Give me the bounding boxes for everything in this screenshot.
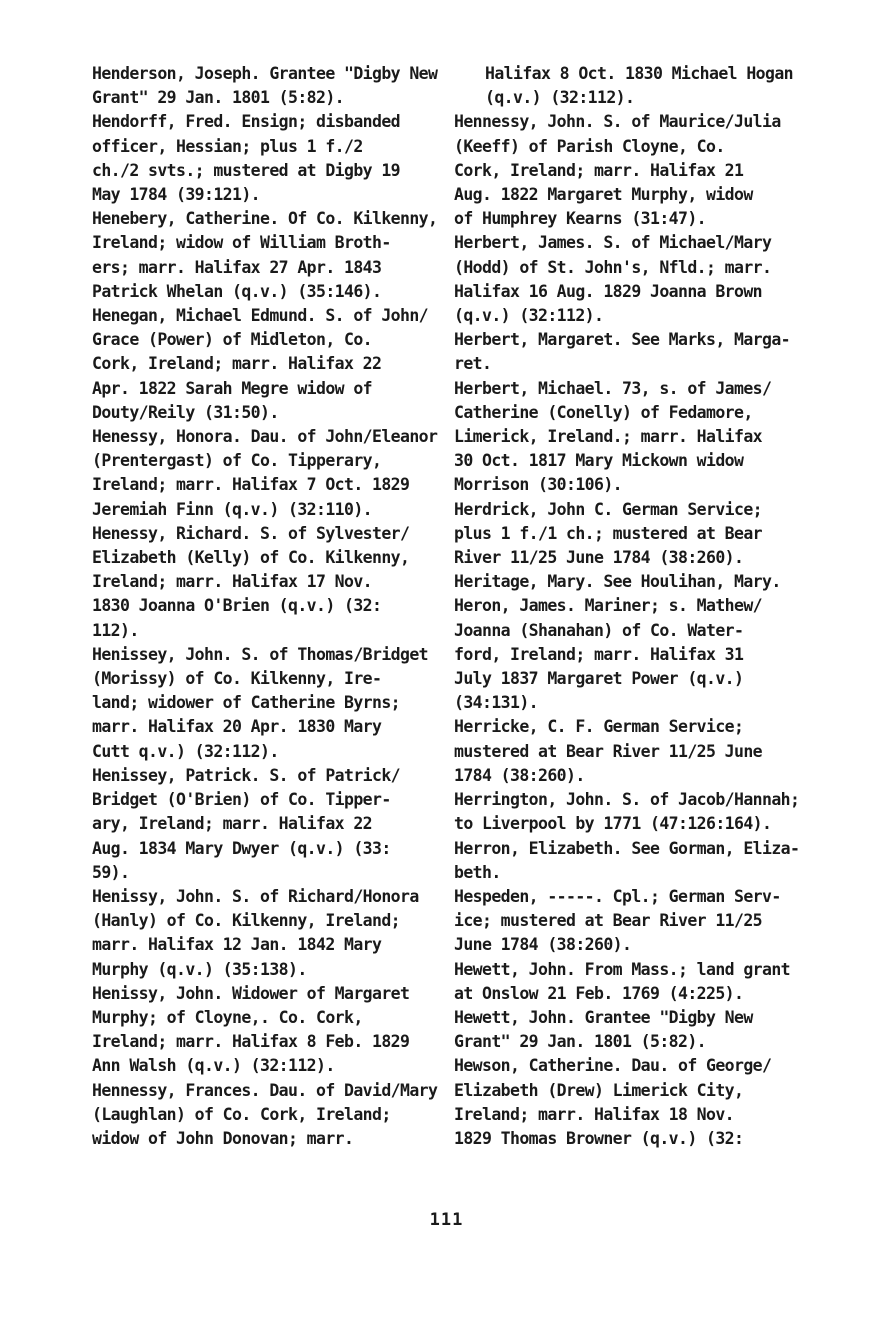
entry-line: (Prentergast) of Co. Tipperary, — [92, 451, 382, 471]
entry-line: Halifax 16 Aug. 1829 Joanna Brown — [454, 281, 763, 301]
entry-line: Hennessy, John. S. of Maurice/Julia — [454, 112, 781, 132]
right-column — [454, 62, 834, 1151]
entry-line: Jeremiah Finn (q.v.) (32:110). — [92, 499, 373, 519]
entry-line: (Laughlan) of Co. Cork, Ireland; — [92, 1104, 391, 1124]
entry-line: Elizabeth (Kelly) of Co. Kilkenny, — [92, 548, 410, 568]
entry-line: Murphy; of Cloyne,. Co. Cork, — [92, 1007, 363, 1027]
entry — [454, 1006, 834, 1054]
entry-line: Herrington, John. S. of Jacob/Hannah; — [454, 790, 800, 810]
entry-line: Hewson, Catherine. Dau. of George/ — [454, 1056, 772, 1076]
entry-line: Ann Walsh (q.v.) (32:112). — [92, 1056, 335, 1076]
entry-line: 1830 Joanna O'Brien (q.v.) (32: — [92, 596, 382, 616]
entry-line: Hennessy, Frances. Dau. of David/Mary — [92, 1080, 438, 1100]
entry — [454, 958, 834, 1006]
entry-line: Herron, Elizabeth. See Gorman, Eliza- — [454, 838, 800, 858]
entry-line: officer, Hessian; plus 1 f./2 — [92, 136, 363, 156]
entry-line: Limerick, Ireland.; marr. Halifax — [454, 427, 763, 447]
entry — [92, 207, 452, 304]
entry-line: Patrick Whelan (q.v.) (35:146). — [92, 281, 382, 301]
entry-line: Grant" 29 Jan. 1801 (5:82). — [92, 88, 345, 108]
entry — [454, 570, 834, 594]
entry — [454, 231, 834, 328]
entry-line: Apr. 1822 Sarah Megre widow of — [92, 378, 373, 398]
entry-line: Henebery, Catherine. Of Co. Kilkenny, — [92, 209, 438, 229]
entry-line: Halifax 8 Oct. 1830 Michael Hogan — [485, 64, 794, 83]
entry-line: Henissey, John. S. of Thomas/Bridget — [92, 644, 429, 664]
entry — [454, 837, 834, 885]
entry-line: (q.v.) (32:112). — [485, 88, 635, 108]
entry-line: mustered at Bear River 11/25 June — [454, 741, 763, 761]
entry-line: Douty/Reily (31:50). — [92, 402, 279, 422]
entry-line: Hewett, John. From Mass.; land grant — [454, 959, 791, 979]
entry-line: Cork, Ireland; marr. Halifax 21 — [454, 160, 744, 180]
entry — [92, 304, 452, 425]
entry — [454, 788, 834, 836]
entry-line: 112). — [92, 620, 139, 640]
entry-line: ret. — [454, 354, 492, 374]
entry-line: 1829 Thomas Browner (q.v.) (32: — [454, 1128, 744, 1148]
entry-line: 1784 (38:260). — [454, 765, 585, 785]
entry — [92, 764, 452, 885]
entry-line: May 1784 (39:121). — [92, 185, 261, 205]
entry-line: Herbert, Margaret. See Marks, Marga- — [454, 330, 791, 350]
entry-line: marr. Halifax 12 Jan. 1842 Mary — [92, 935, 382, 955]
entry-line: Ireland; marr. Halifax 17 Nov. — [92, 572, 373, 592]
entry-line: marr. Halifax 20 Apr. 1830 Mary — [92, 717, 382, 737]
page-number: 111 — [429, 1210, 464, 1230]
entry-line: ford, Ireland; marr. Halifax 31 — [454, 644, 744, 664]
entry-line: Henissy, John. Widower of Margaret — [92, 983, 410, 1003]
entry-line: (34:131). — [454, 693, 539, 713]
entry-line: Henissy, John. S. of Richard/Honora — [92, 886, 419, 906]
entry-line: ch./2 svts.; mustered at Digby 19 — [92, 160, 401, 180]
entry-line: Hewett, John. Grantee "Digby New — [454, 1007, 753, 1027]
entry-line: Herbert, Michael. 73, s. of James/ — [454, 378, 772, 398]
entry-line: Cork, Ireland; marr. Halifax 22 — [92, 354, 382, 374]
entry-line: Heritage, Mary. See Houlihan, Mary. — [454, 572, 781, 592]
entry-line: ers; marr. Halifax 27 Apr. 1843 — [92, 257, 382, 277]
entry — [92, 885, 452, 982]
entry — [92, 425, 452, 522]
entry-line: land; widower of Catherine Byrns; — [92, 693, 401, 713]
entry-line: Joanna (Shanahan) of Co. Water- — [454, 620, 744, 640]
entry — [454, 328, 834, 376]
entry-line: Grace (Power) of Midleton, Co. — [92, 330, 373, 350]
entry-line: (Morissy) of Co. Kilkenny, Ire- — [92, 669, 382, 689]
entry — [92, 982, 452, 1079]
entry-line: widow of John Donovan; marr. — [92, 1128, 354, 1148]
entry — [454, 594, 834, 715]
entry-line: Bridget (O'Brien) of Co. Tipper- — [92, 790, 391, 810]
entry — [454, 1054, 834, 1151]
entry-line: (Hodd) of St. John's, Nfld.; marr. — [454, 257, 772, 277]
entry-line: Hespeden, -----. Cpl.; German Serv- — [454, 886, 781, 906]
entry-line: 59). — [92, 862, 130, 882]
entry-line: Ireland; marr. Halifax 7 Oct. 1829 — [92, 475, 410, 495]
entry-line: Aug. 1822 Margaret Murphy, widow — [454, 185, 753, 205]
entry — [454, 377, 834, 498]
entry-line: Aug. 1834 Mary Dwyer (q.v.) (33: — [92, 838, 391, 858]
entry-line: (Hanly) of Co. Kilkenny, Ireland; — [92, 911, 401, 931]
entry — [92, 643, 452, 764]
entry-line: Henderson, Joseph. Grantee "Digby New — [92, 64, 438, 83]
entry — [92, 522, 452, 643]
entry-line: Ireland; marr. Halifax 8 Feb. 1829 — [92, 1032, 410, 1052]
entry-line: of Humphrey Kearns (31:47). — [454, 209, 707, 229]
entry-line: (Keeff) of Parish Cloyne, Co. — [454, 136, 725, 156]
entry-line: Cutt q.v.) (32:112). — [92, 741, 279, 761]
entry-line: Henessy, Honora. Dau. of John/Eleanor — [92, 427, 438, 447]
entry-line: Murphy (q.v.) (35:138). — [92, 959, 307, 979]
entry — [454, 498, 834, 571]
entry — [454, 715, 834, 788]
left-column — [92, 62, 452, 1151]
entry-line: Catherine (Conelly) of Fedamore, — [454, 402, 753, 422]
entry — [92, 62, 452, 110]
entry — [92, 110, 452, 207]
entry-line: Henegan, Michael Edmund. S. of John/ — [92, 306, 429, 326]
entry — [92, 1079, 452, 1152]
entry-line: (q.v.) (32:112). — [454, 306, 604, 326]
entry-line: Ireland; widow of William Broth- — [92, 233, 391, 253]
entry-line: ice; mustered at Bear River 11/25 — [454, 911, 763, 931]
entry-line: Elizabeth (Drew) Limerick City, — [454, 1080, 744, 1100]
entry-line: River 11/25 June 1784 (38:260). — [454, 548, 744, 568]
entry-line: June 1784 (38:260). — [454, 935, 632, 955]
entry-line: 30 Oct. 1817 Mary Mickown widow — [454, 451, 744, 471]
entry — [454, 110, 834, 231]
entry-line: Herricke, C. F. German Service; — [454, 717, 744, 737]
entry-line: Herbert, James. S. of Michael/Mary — [454, 233, 772, 253]
entry-line: ary, Ireland; marr. Halifax 22 — [92, 814, 373, 834]
entry-line: Ireland; marr. Halifax 18 Nov. — [454, 1104, 735, 1124]
entry-line: Henissey, Patrick. S. of Patrick/ — [92, 765, 401, 785]
entry-line: Morrison (30:106). — [454, 475, 623, 495]
entry-continuation — [454, 62, 834, 110]
entry-line: Henessy, Richard. S. of Sylvester/ — [92, 523, 410, 543]
entry-line: Hendorff, Fred. Ensign; disbanded — [92, 112, 401, 132]
entry-line: plus 1 f./1 ch.; mustered at Bear — [454, 523, 763, 543]
entry-line: to Liverpool by 1771 (47:126:164). — [454, 814, 772, 834]
entry-line: Grant" 29 Jan. 1801 (5:82). — [454, 1032, 707, 1052]
entry-line: Heron, James. Mariner; s. Mathew/ — [454, 596, 763, 616]
entry-line: July 1837 Margaret Power (q.v.) — [454, 669, 744, 689]
entry — [454, 885, 834, 958]
entry-line: Herdrick, John C. German Service; — [454, 499, 763, 519]
entry-line: at Onslow 21 Feb. 1769 (4:225). — [454, 983, 744, 1003]
entry-line: beth. — [454, 862, 501, 882]
